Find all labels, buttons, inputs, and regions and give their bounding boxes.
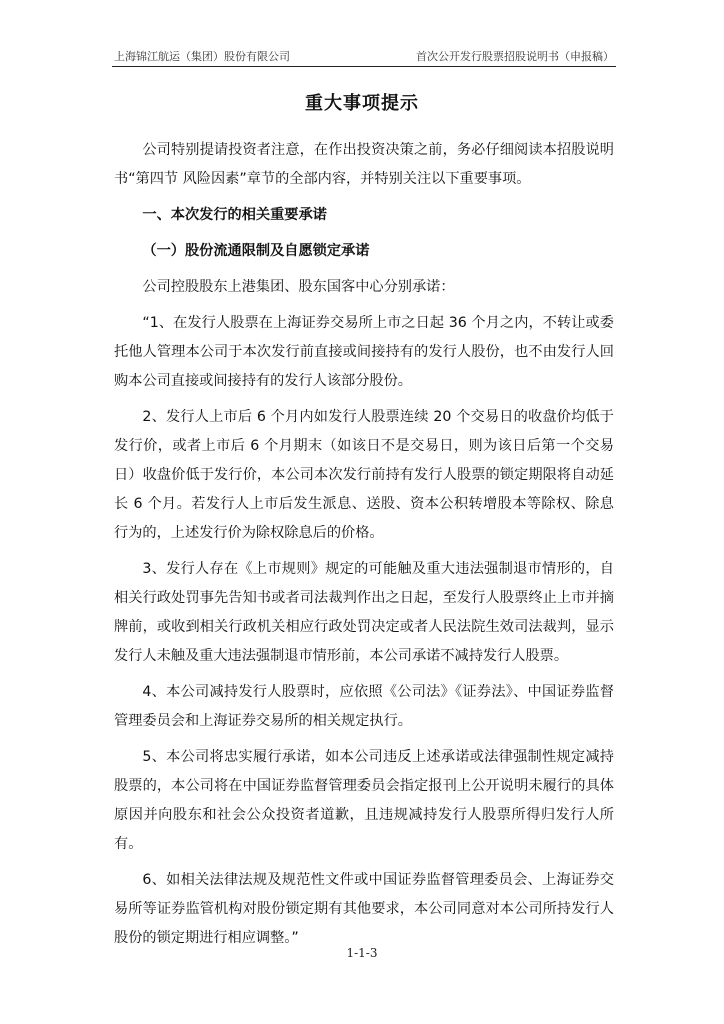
page-header <box>114 48 614 66</box>
page-number: 1-1-3 <box>346 946 378 960</box>
commitment-item-2: 2、发行人上市后 6 个月内如发行人股票连续 20 个交易日的收盘价均低于发行价，或者上市后 6 个月期末（如该日不是交易日，则为该日后第一个交易日）收盘价低于发行价，本公司本次发行前持有发行人股票的锁定期限将自动延长 6 个月。若发行人上市后发生派息、送股、资本公积转增股本等除权、除息行为的，上述发行价为除权除息后的价格。 <box>114 409 614 541</box>
document-body <box>114 136 614 960</box>
section-heading: 一、本次发行的相关重要承诺 <box>142 207 327 223</box>
header-company-name: 上海锦江航运（集团）股份有限公司 <box>114 50 290 63</box>
commitment-item-4: 4、本公司减持发行人股票时，应依照《公司法》《证券法》、中国证券监督管理委员会和上海证券交易所的相关规定执行。 <box>114 684 614 729</box>
header-divider <box>112 66 616 67</box>
commitment-item-6: 6、如相关法律法规及规范性文件或中国证券监督管理委员会、上海证券交易所等证券监管机构对股份锁定期有其他要求，本公司同意对本公司所持发行人股份的锁定期进行相应调整。” <box>114 872 614 946</box>
body-paragraph: 公司控股股东上港集团、股东国客中心分别承诺： <box>142 279 455 295</box>
commitment-item-3: 3、发行人存在《上市规则》规定的可能触及重大违法强制退市情形的，自相关行政处罚事先告知书或者司法裁判作出之日起，至发行人股票终止上市并摘牌前，或收到相关行政机关相应行政处罚决定或者人民法院生效司法裁判，显示发行人未触及重大违法强制退市情形前，本公司承诺不减持发行人股票。 <box>114 561 614 664</box>
page-title: 重大事项提示 <box>305 93 419 114</box>
header-document-title: 首次公开发行股票招股说明书（申报稿） <box>416 50 614 63</box>
intro-paragraph: 公司特别提请投资者注意，在作出投资决策之前，务必仔细阅读本招股说明书“第四节 风险因素”章节的全部内容，并特别关注以下重要事项。 <box>114 142 614 187</box>
commitment-item-5: 5、本公司将忠实履行承诺，如本公司违反上述承诺或法律强制性规定减持股票的，本公司将在中国证券监督管理委员会指定报刊上公开说明未履行的具体原因并向股东和社会公众投资者道歉，且违规减持发行人股票所得归发行人所有。 <box>114 749 614 852</box>
commitment-item-1: “1、在发行人股票在上海证券交易所上市之日起 36 个月之内，不转让或委托他人管理本公司于本次发行前直接或间接持有的发行人股份，也不由发行人回购本公司直接或间接持有的发行人该部分股份。 <box>114 315 614 389</box>
subsection-heading: （一）股份流通限制及自愿锁定承诺 <box>142 243 370 259</box>
